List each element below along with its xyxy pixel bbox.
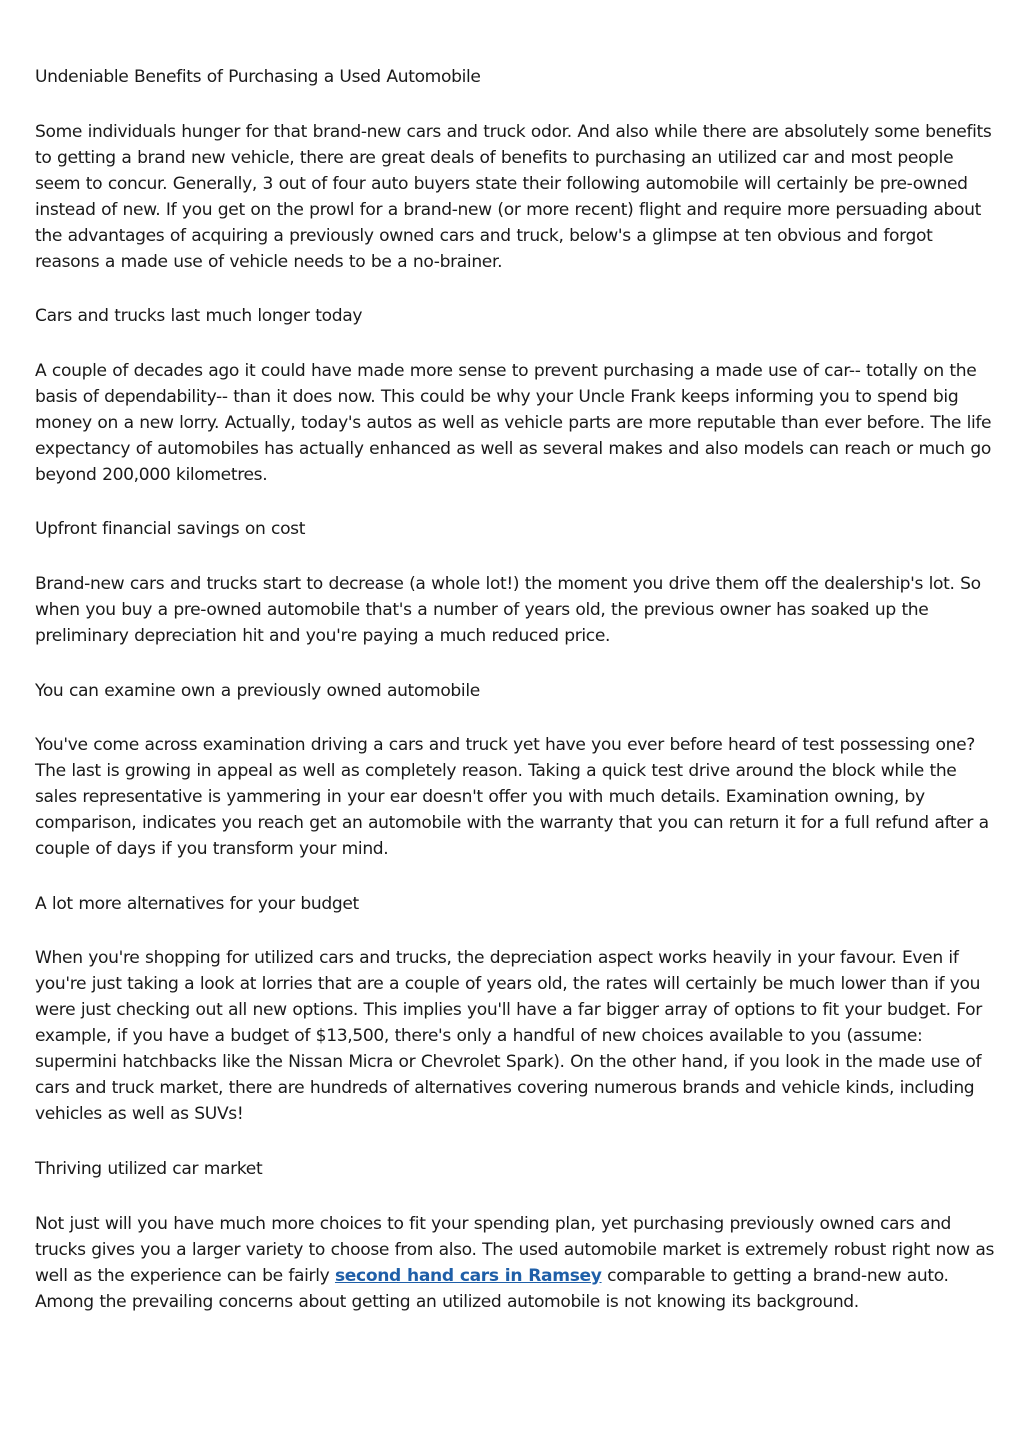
- document-title: Undeniable Benefits of Purchasing a Used Automobile: [35, 67, 481, 87]
- section-heading: Thriving utilized car market: [35, 1158, 263, 1179]
- section-paragraph-with-link: [35, 1211, 995, 1315]
- second-hand-cars-link[interactable]: second hand cars in Ramsey: [334, 1265, 602, 1286]
- section-heading: You can examine own a previously owned automobile: [35, 680, 480, 701]
- section-heading: Upfront financial savings on cost: [35, 519, 306, 540]
- section-paragraph: Brand-new cars and trucks start to decrease (a whole lot!) the moment you drive them off the dealership's lot. So when you buy a pre-owned automobile that's a number of years old, the previous owner has soaked up the preliminary depreciation hit and you're paying a much reduced price.: [35, 573, 981, 646]
- section-paragraph: A couple of decades ago it could have made more sense to prevent purchasing a made use of car-- totally on the basis of dependability-- than it does now. This could be why your Uncle Frank keeps informing you to spend big money on a new lorry. Actually, today's autos as well as vehicle parts are more reputable than ever before. The life expectancy of automobiles has actually enhanced as well as several makes and also models can reach or much go beyond 200,000 kilometres.: [35, 360, 992, 485]
- document-page: [35, 64, 995, 1343]
- section-paragraph: You've come across examination driving a cars and truck yet have you ever before heard of test possessing one? The last is growing in appeal as well as completely reason. Taking a quick test drive around the block while the sales representative is yammering in your ear doesn't offer you with much details. Examination owning, by comparison, indicates you reach get an automobile with the warranty that you can return it for a full refund after a couple of days if you transform your mind.: [35, 735, 989, 860]
- section-heading: Cars and trucks last much longer today: [35, 306, 363, 327]
- section-paragraph: When you're shopping for utilized cars and trucks, the depreciation aspect works heavily in your favour. Even if you're just taking a look at lorries that are a couple of years old, the rates will certainly be much lower than if you were just checking out all new options. This implies you'll have a far bigger array of options to fit your budget. For example, if you have a budget of $13,500, there's only a handful of new choices available to you (assume: supermini hatchbacks like the Nissan Micra or Chevrolet Spark). On the other hand, if you look in the made use of cars and truck market, there are hundreds of alternatives covering numerous brands and vehicle kinds, including vehicles as well as SUVs!: [35, 948, 982, 1125]
- intro-paragraph: Some individuals hunger for that brand-new cars and truck odor. And also while there are absolutely some benefits to getting a brand new vehicle, there are great deals of benefits to purchasing an utilized car and most people seem to concur. Generally, 3 out of four auto buyers state their following automobile will certainly be pre-owned instead of new. If you get on the prowl for a brand-new (or more recent) flight and require more persuading about the advantages of acquiring a previously owned cars and truck, below's a glimpse at ten obvious and forgot reasons a made use of vehicle needs to be a no-brainer.: [35, 121, 992, 272]
- section-heading: A lot more alternatives for your budget: [35, 893, 359, 914]
- paragraph-text-before-link: Not just will you have much more choices to fit your spending plan, yet purchasing previously owned cars and trucks gives you a larger variety to choose from also. The used automobile market is extremely robust right now as well as the experience can be fairly: [35, 1213, 995, 1286]
- paragraph-text-after-link: comparable to getting a brand-new auto. Among the prevailing concerns about getting an utilized automobile is not knowing its background.: [35, 1265, 949, 1312]
